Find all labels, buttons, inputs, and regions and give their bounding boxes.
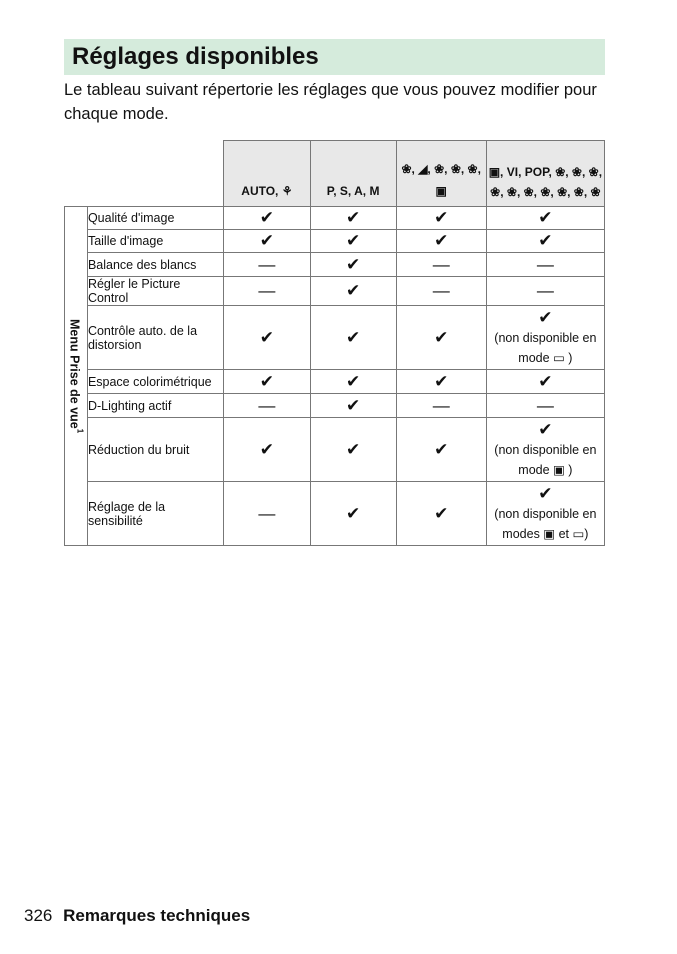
availability-cell [396, 253, 486, 277]
check-icon: ✔ [346, 231, 361, 250]
check-icon: ✔ [434, 503, 449, 523]
availability-cell [310, 370, 396, 394]
availability-cell [396, 482, 486, 546]
table-row [65, 482, 605, 546]
dash-icon: — [536, 281, 554, 300]
setting-name: Régler le Picture Control [87, 277, 223, 306]
intro-paragraph: Le tableau suivant répertorie les réglages que vous pouvez modifier pour chaque mode. [64, 81, 597, 123]
availability-cell [224, 482, 310, 546]
table-row [65, 394, 605, 418]
check-icon: ✔ [346, 254, 361, 274]
table-row [65, 207, 605, 230]
dash-icon: — [258, 281, 276, 300]
availability-cell [486, 253, 604, 277]
title-bar [64, 39, 605, 75]
page-number: 326 [24, 906, 53, 925]
dash-icon: — [536, 395, 554, 415]
dash-icon: — [258, 503, 276, 523]
dash-icon: — [432, 395, 450, 415]
setting-name: D-Lighting actif [87, 394, 223, 418]
availability-cell [310, 230, 396, 253]
availability-cell [486, 207, 604, 230]
check-icon: ✔ [259, 371, 275, 391]
setting-name: Balance des blancs [87, 253, 223, 277]
availability-cell [486, 230, 604, 253]
setting-name: Contrôle auto. de la distorsion [87, 306, 223, 370]
dash-icon: — [258, 395, 276, 415]
menu-group-label [65, 207, 88, 546]
table-row [65, 277, 605, 306]
page-title: Réglages disponibles [72, 43, 319, 70]
availability-cell [486, 277, 604, 306]
check-icon: ✔ [346, 503, 361, 523]
availability-cell [396, 418, 486, 482]
availability-cell [310, 253, 396, 277]
availability-cell [224, 253, 310, 277]
check-icon: ✔ [434, 231, 449, 250]
check-icon: ✔ [538, 208, 553, 227]
check-icon: ✔ [434, 439, 449, 459]
availability-cell [310, 418, 396, 482]
availability-cell [486, 306, 604, 370]
availability-cell [310, 306, 396, 370]
setting-name: Réduction du bruit [87, 418, 223, 482]
table-header-row [65, 141, 605, 207]
dash-icon: — [432, 281, 450, 300]
settings-table [64, 140, 605, 546]
check-icon: ✔ [538, 483, 553, 503]
availability-cell [486, 370, 604, 394]
availability-cell [224, 277, 310, 306]
check-icon: ✔ [538, 231, 553, 250]
availability-cell [396, 394, 486, 418]
table-row [65, 306, 605, 370]
availability-cell [310, 394, 396, 418]
availability-cell [486, 394, 604, 418]
availability-cell [396, 207, 486, 230]
table-body [65, 207, 605, 546]
menu-group-title: Menu Prise de vue [67, 318, 82, 429]
dash-icon: — [258, 254, 276, 274]
check-icon: ✔ [346, 371, 361, 391]
check-icon: ✔ [434, 208, 449, 227]
availability-cell [310, 277, 396, 306]
availability-cell [396, 370, 486, 394]
check-icon: ✔ [538, 307, 553, 327]
availability-cell [224, 394, 310, 418]
check-icon: ✔ [259, 208, 275, 227]
setting-name: Taille d'image [87, 230, 223, 253]
check-icon: ✔ [434, 327, 449, 347]
check-icon: ✔ [259, 231, 275, 250]
availability-cell [310, 207, 396, 230]
table-row [65, 370, 605, 394]
check-icon: ✔ [346, 327, 361, 347]
check-icon: ✔ [538, 419, 553, 439]
check-icon: ✔ [538, 371, 553, 391]
menu-group-text [67, 319, 84, 433]
check-icon: ✔ [259, 439, 275, 459]
setting-name: Réglage de la sensibilité [87, 482, 223, 546]
footnote-marker: 1 [75, 428, 85, 434]
header-psam-modes: P, S, A, M [310, 141, 396, 207]
page-footer [24, 906, 250, 926]
availability-cell [224, 370, 310, 394]
table-row [65, 253, 605, 277]
check-icon: ✔ [346, 281, 361, 300]
table-row [65, 230, 605, 253]
availability-cell [224, 306, 310, 370]
setting-name: Qualité d'image [87, 207, 223, 230]
availability-cell [396, 306, 486, 370]
availability-note: (non disponible en mode ▣ ) [494, 442, 597, 477]
check-icon: ✔ [346, 208, 361, 227]
availability-cell [224, 418, 310, 482]
header-effect-modes: ▣, VI, POP, ❀, ❀, ❀, ❀, ❀, ❀, ❀, ❀, ❀, ❀ [486, 141, 604, 207]
header-scene-modes: ❀, ◢, ❀, ❀, ❀, ▣ [396, 141, 486, 207]
check-icon: ✔ [259, 327, 275, 347]
header-blank [65, 141, 224, 207]
setting-name: Espace colorimétrique [87, 370, 223, 394]
availability-note: (non disponible en modes ▣ et ▭) [494, 506, 597, 541]
availability-cell [486, 482, 604, 546]
check-icon: ✔ [346, 395, 361, 415]
check-icon: ✔ [434, 371, 449, 391]
section-name: Remarques techniques [63, 906, 251, 925]
check-icon: ✔ [346, 439, 361, 459]
dash-icon: — [536, 254, 554, 274]
availability-cell [396, 230, 486, 253]
table-row [65, 418, 605, 482]
availability-cell [310, 482, 396, 546]
availability-cell [486, 418, 604, 482]
dash-icon: — [432, 254, 450, 274]
availability-cell [224, 230, 310, 253]
availability-cell [396, 277, 486, 306]
availability-cell [224, 207, 310, 230]
header-auto-modes: AUTO, ⚘ [224, 141, 310, 207]
availability-note: (non disponible en mode ▭ ) [494, 330, 597, 365]
